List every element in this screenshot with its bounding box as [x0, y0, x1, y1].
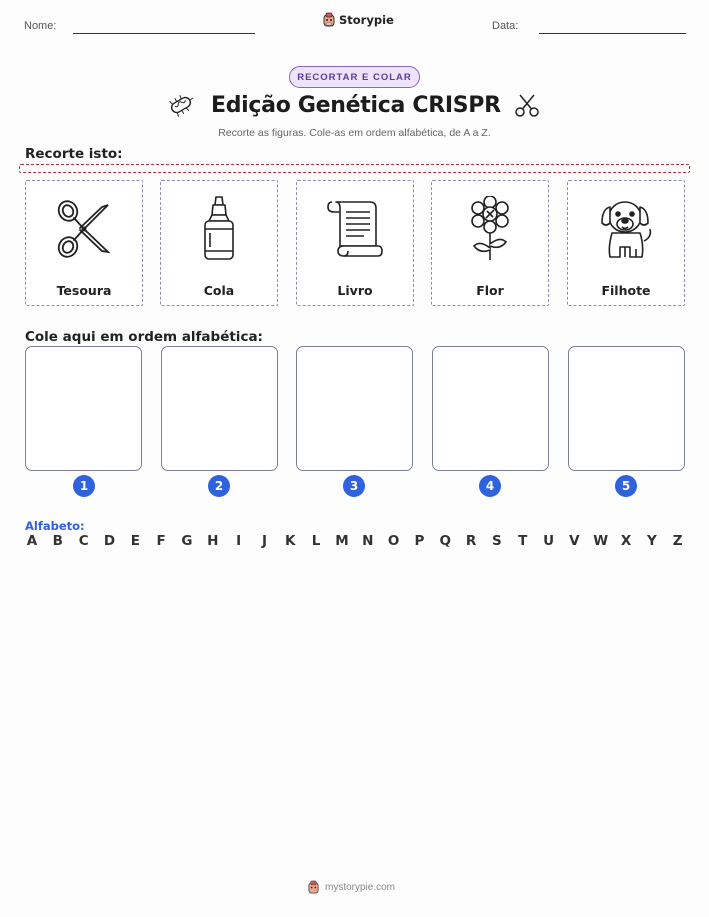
cut-section-label: Recorte isto:: [25, 146, 123, 162]
instructions: Recorte as figuras. Cole-as em ordem alfabética, de A a Z.: [218, 127, 491, 139]
puppy-icon: [568, 189, 684, 269]
paste-box-2[interactable]: [161, 346, 278, 471]
alphabet-letter: R: [465, 533, 477, 549]
alphabet-letter: T: [518, 533, 528, 549]
position-number: 5: [615, 475, 637, 497]
alphabet-letter: J: [261, 533, 267, 549]
alphabet-letter: M: [335, 533, 349, 549]
position-number: 4: [479, 475, 501, 497]
alphabet-letter: D: [103, 533, 116, 549]
flower-icon: [432, 189, 548, 269]
position-number: 2: [208, 475, 230, 497]
alphabet-letter: F: [156, 533, 166, 549]
cut-card-livro[interactable]: [296, 180, 414, 306]
storypie-mascot-icon: [322, 12, 336, 28]
paste-box-1[interactable]: [25, 346, 142, 471]
name-label: Nome:: [24, 20, 57, 32]
glue-bottle-icon: [161, 189, 277, 269]
alphabet-label: Alfabeto:: [25, 519, 85, 533]
footer: [307, 880, 395, 895]
alphabet-letter: U: [543, 533, 555, 549]
alphabet-letter: H: [207, 533, 219, 549]
alphabet-letter: W: [593, 533, 609, 549]
bacteria-icon: [166, 92, 196, 123]
alphabet-letter: X: [620, 533, 632, 549]
cut-line: [19, 164, 690, 173]
date-label: Data:: [492, 20, 519, 32]
paste-box-3[interactable]: [296, 346, 413, 471]
cut-card-flor[interactable]: [431, 180, 549, 306]
paste-box-5[interactable]: [568, 346, 685, 471]
position-number: 3: [343, 475, 365, 497]
card-label: Cola: [203, 283, 235, 298]
card-label: Livro: [337, 283, 373, 298]
alphabet-letter: Y: [646, 533, 657, 549]
alphabet-letter: B: [52, 533, 63, 549]
alphabet-letter: S: [492, 533, 502, 549]
cut-card-filhote[interactable]: [567, 180, 685, 306]
paste-box-4[interactable]: [432, 346, 549, 471]
alphabet-letter: L: [311, 533, 321, 549]
paste-section-label: Cole aqui em ordem alfabética:: [25, 329, 263, 345]
alphabet-letter: P: [414, 533, 425, 549]
brand-logo: [322, 12, 394, 28]
card-label: Flor: [476, 283, 504, 298]
alphabet-letter: C: [78, 533, 89, 549]
alphabet-letter: V: [569, 533, 580, 549]
alphabet-letter: N: [362, 533, 374, 549]
alphabet-letter: E: [130, 533, 140, 549]
name-line: [73, 33, 255, 34]
scroll-book-icon: [297, 189, 413, 269]
storypie-mascot-icon: [307, 880, 320, 895]
alphabet-letter: A: [26, 533, 38, 549]
alphabet-letter: O: [387, 533, 400, 549]
scissors-icon: [26, 189, 142, 269]
activity-badge: RECORTAR E COLAR: [289, 66, 420, 88]
alphabet-letter: Z: [672, 533, 683, 549]
alphabet-row: [25, 533, 685, 549]
card-label: Tesoura: [56, 283, 112, 298]
alphabet-letter: K: [285, 533, 296, 549]
page-title: Edição Genética CRISPR: [211, 93, 501, 118]
footer-url[interactable]: mystorypie.com: [325, 882, 396, 893]
date-line: [539, 33, 686, 34]
alphabet-letter: Q: [439, 533, 451, 549]
scissors-title-icon: [514, 93, 540, 124]
alphabet-letter: I: [236, 533, 242, 549]
position-number: 1: [73, 475, 95, 497]
card-label: Filhote: [601, 283, 651, 298]
cut-card-cola[interactable]: [160, 180, 278, 306]
cut-card-tesoura[interactable]: [25, 180, 143, 306]
alphabet-letter: G: [181, 533, 193, 549]
brand-name: Storypie: [339, 13, 394, 27]
